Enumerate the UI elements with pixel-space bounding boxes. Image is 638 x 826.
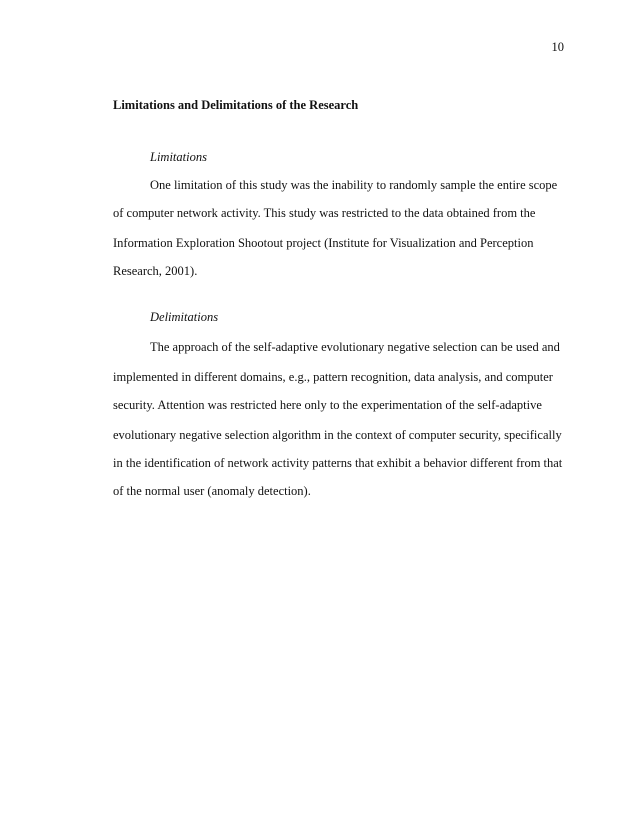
subheading-limitations: Limitations	[150, 150, 207, 164]
paragraph-line: of the normal user (anomaly detection).	[113, 484, 311, 498]
paragraph-line: in the identification of network activity patterns that exhibit a behavior different from that	[113, 456, 563, 470]
paragraph-line: evolutionary negative selection algorithm in the context of computer security, specifically	[113, 428, 562, 442]
paragraph-line: Information Exploration Shootout project (Institute for Visualization and Perception	[113, 236, 534, 250]
paragraph-line: One limitation of this study was the inability to randomly sample the entire scope	[150, 178, 558, 192]
paragraph-line: The approach of the self-adaptive evolutionary negative selection can be used and	[150, 340, 560, 354]
subheading-delimitations: Delimitations	[150, 310, 219, 324]
paragraph-line: implemented in different domains, e.g., pattern recognition, data analysis, and computer	[113, 370, 553, 384]
paragraph-line: of computer network activity. This study was restricted to the data obtained from the	[113, 206, 536, 220]
paragraph-line: security. Attention was restricted here only to the experimentation of the self-adaptive	[113, 398, 542, 412]
page-number: 10	[551, 40, 564, 54]
section-heading: Limitations and Delimitations of the Research	[113, 98, 359, 112]
paragraph-line: Research, 2001).	[113, 264, 198, 278]
